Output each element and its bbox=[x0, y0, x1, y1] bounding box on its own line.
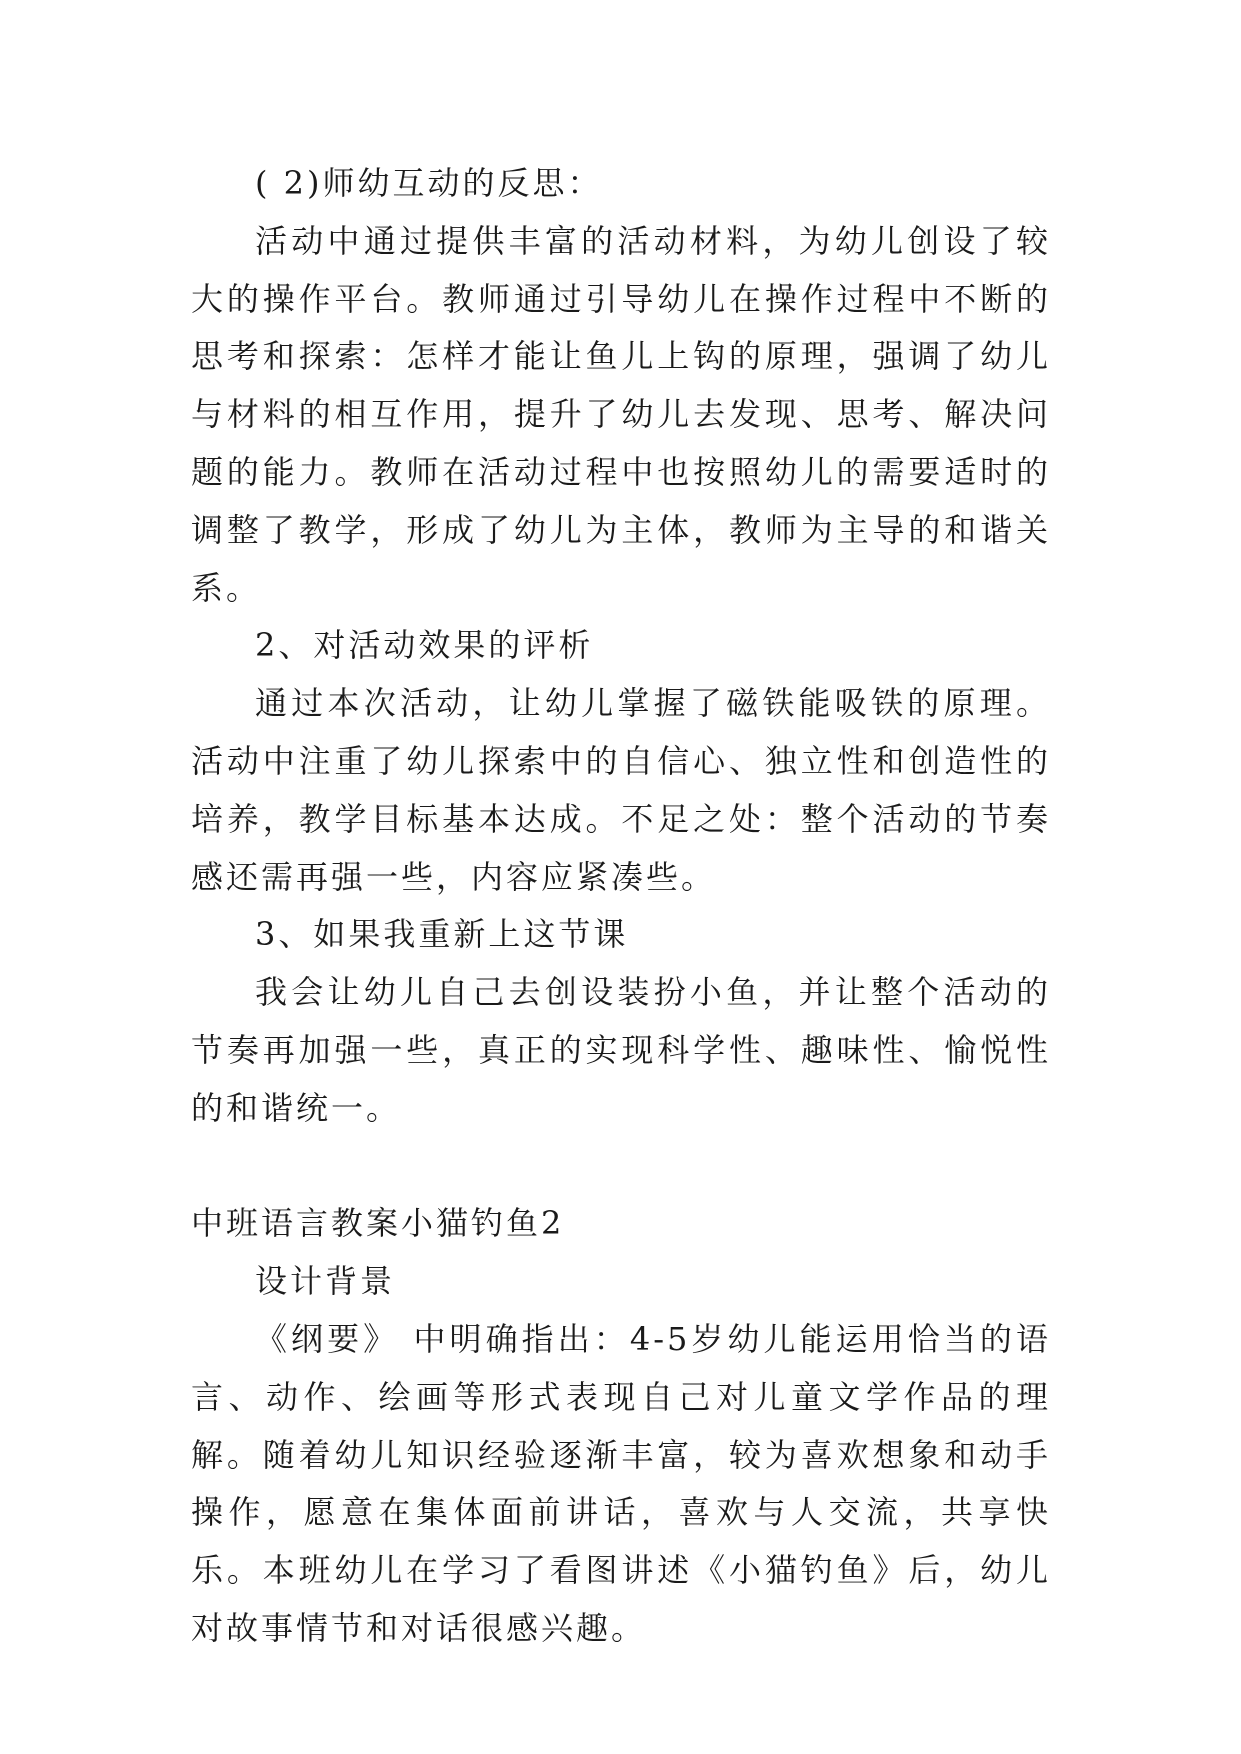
paragraph-interaction-reflection: 活动中通过提供丰富的活动材料，为幼儿创设了较大的操作平台。教师通过引导幼儿在操作过程中不断的思考和探索：怎样才能让鱼儿上钩的原理，强调了幼儿与材料的相互作用，提升了幼儿去发现、思考、解决问题的能力。教师在活动过程中也按照幼儿的需要适时的调整了教学，形成了幼儿为主体，教师为主导的和谐关系。 bbox=[191, 221, 1051, 607]
subheading-if-retaught: 3、如果我重新上这节课 bbox=[255, 915, 629, 954]
document-body bbox=[191, 155, 1051, 1658]
subheading-activity-evaluation: 2、对活动效果的评析 bbox=[255, 626, 594, 665]
subheading-teacher-child-reflection: ( 2)师幼互动的反思： bbox=[255, 164, 603, 202]
subheading-design-background: 设计背景 bbox=[255, 1262, 396, 1301]
paragraph-design-background: 《纲要》 中明确指出：4-5岁幼儿能运用恰当的语言、动作、绘画等形式表现自己对儿童文学作品的理解。随着幼儿知识经验逐渐丰富，较为喜欢想象和动手操作，愿意在集体面前讲话，喜欢与人交流，共享快乐。本班幼儿在学习了看图讲述《小猫钓鱼》后，幼儿对故事情节和对话很感兴趣。 bbox=[191, 1319, 1051, 1647]
paragraph-if-retaught: 我会让幼儿自己去创设装扮小鱼，并让整个活动的节奏再加强一些，真正的实现科学性、趣味性、愉悦性的和谐统一。 bbox=[191, 973, 1051, 1127]
section-title: 中班语言教案小猫钓鱼2 bbox=[191, 1204, 565, 1243]
paragraph-activity-evaluation: 通过本次活动，让幼儿掌握了磁铁能吸铁的原理。活动中注重了幼儿探索中的自信心、独立性和创造性的培养，教学目标基本达成。不足之处：整个活动的节奏感还需再强一些，内容应紧凑些。 bbox=[191, 684, 1051, 896]
